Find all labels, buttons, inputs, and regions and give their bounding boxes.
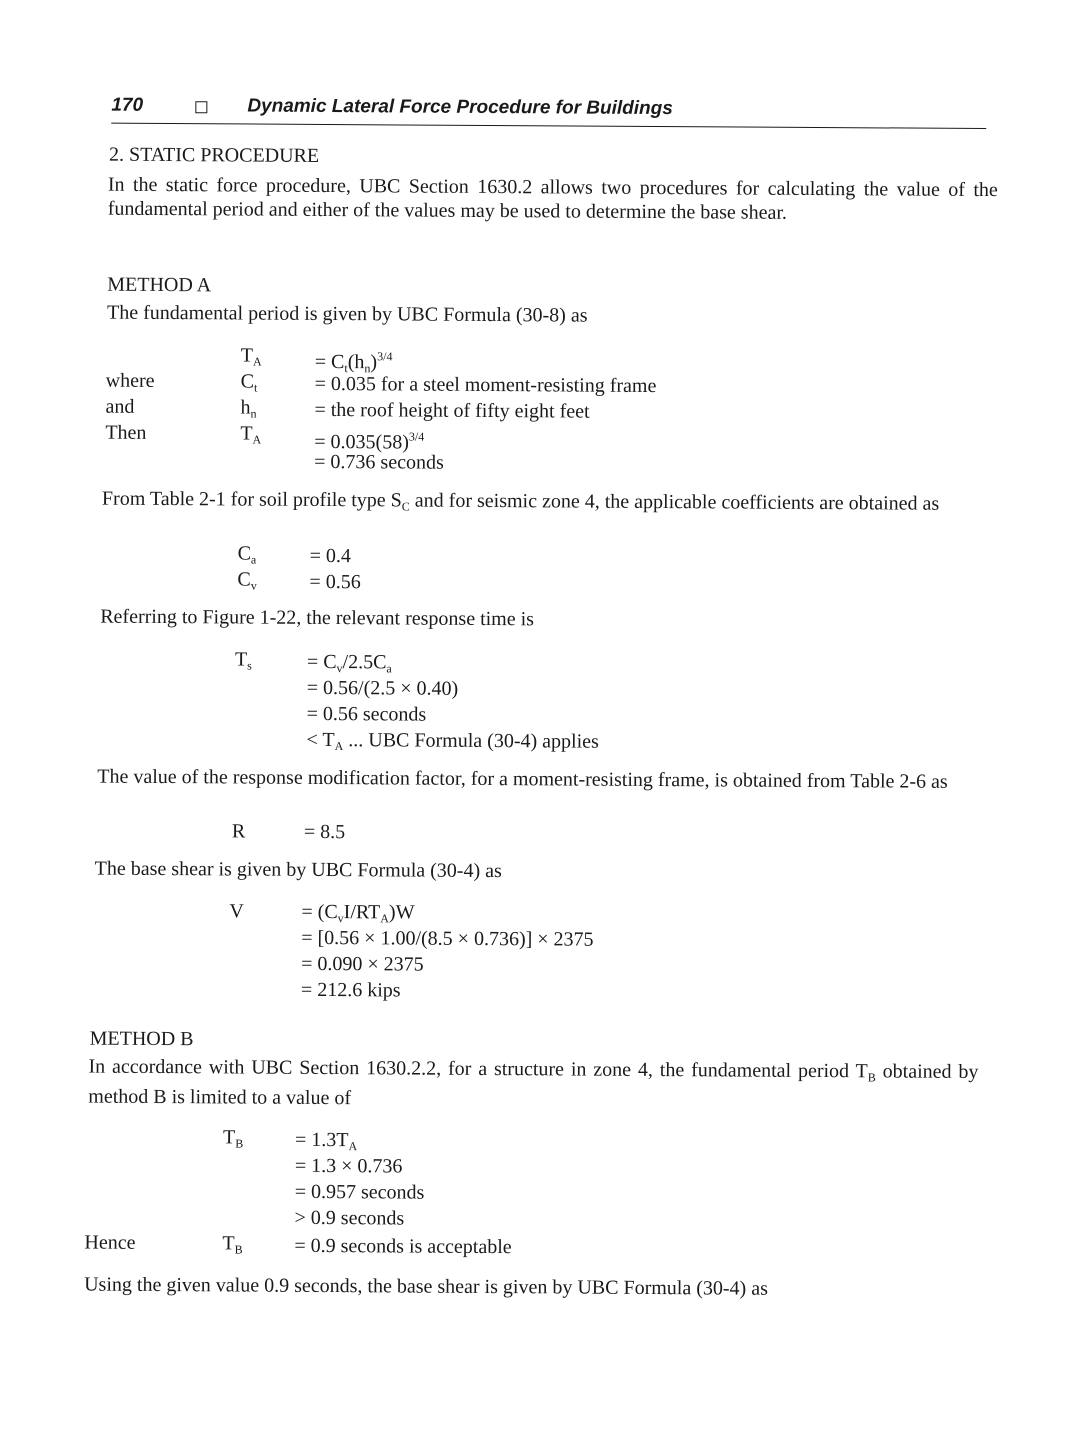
tb-comparison: > 0.9 seconds bbox=[294, 1206, 405, 1230]
ta-symbol: $T_A$ bbox=[240, 344, 262, 369]
method-b-heading: METHOD B bbox=[89, 1027, 194, 1051]
v-paragraph: The base shear is given by UBC Formula (30-4) as bbox=[94, 857, 502, 883]
ts-substitution: = 0.56/(2.5 × 0.40) bbox=[306, 676, 459, 700]
running-header bbox=[111, 95, 986, 129]
ca-symbol: $C_a$ bbox=[237, 542, 257, 567]
section-title: 2. STATIC PROCEDURE bbox=[108, 143, 320, 167]
hn-value: = the roof height of fifty eight feet bbox=[314, 398, 590, 423]
method-b-paragraph: In accordance with UBC Section 1630.2.2, for a structure in zone 4, the fundamental period $T_B$ obtained by method B is limited to a value of bbox=[88, 1055, 979, 1110]
method-a-heading: METHOD A bbox=[107, 273, 212, 297]
and-label: and bbox=[105, 395, 135, 418]
hence-label: Hence bbox=[84, 1231, 136, 1254]
v-intermediate: = 0.090 × 2375 bbox=[301, 952, 424, 976]
ct-symbol: $C_t$ bbox=[240, 370, 258, 395]
tb-substitution: = 1.3 × 0.736 bbox=[294, 1154, 403, 1178]
intro-paragraph: In the static force procedure, UBC Section 1630.2 allows two procedures for calculating the value of the fundamental period and either of the values may be used to determine the base shear. bbox=[107, 173, 998, 224]
figure-paragraph: Referring to Figure 1-22, the relevant response time is bbox=[100, 605, 535, 631]
ts-result: = 0.56 seconds bbox=[306, 702, 427, 726]
v-formula: = $(C_vI/RT_A)W$ bbox=[301, 900, 415, 926]
ct-value: = 0.035 for a steel moment-resisting frame bbox=[314, 372, 657, 398]
method-a-lead: The fundamental period is given by UBC Formula (30-8) as bbox=[107, 301, 588, 327]
v-substitution: = [0.56 × 1.00/(8.5 × 0.736)] × 2375 bbox=[301, 926, 594, 951]
r-value: = 8.5 bbox=[303, 820, 346, 844]
ta-symbol-2: $T_A$ bbox=[240, 422, 262, 447]
header-box-icon bbox=[195, 101, 207, 113]
cv-symbol: $C_v$ bbox=[237, 568, 257, 593]
hn-symbol: $h_n$ bbox=[240, 396, 257, 421]
v-symbol: V bbox=[229, 900, 244, 923]
r-symbol: R bbox=[231, 820, 246, 843]
ta-result: = 0.736 seconds bbox=[314, 450, 444, 474]
ts-formula: = $C_v/2.5C_a$ bbox=[306, 650, 392, 676]
cv-value: = 0.56 bbox=[309, 570, 361, 594]
where-label: where bbox=[105, 369, 155, 392]
page-number: 170 bbox=[111, 94, 144, 116]
closing-paragraph: Using the given value 0.9 seconds, the base shear is given by UBC Formula (30-4) as bbox=[84, 1273, 768, 1300]
tb-symbol: $T_B$ bbox=[222, 1126, 244, 1151]
ta-formula: = $C_t(h_n)^{3/4}$ bbox=[314, 349, 393, 376]
r-paragraph: The value of the response modification factor, for a moment-resisting frame, is obtained from Table 2-6 as bbox=[97, 765, 948, 793]
v-result: = 212.6 kips bbox=[300, 978, 401, 1002]
ts-symbol: $T_s$ bbox=[234, 648, 252, 673]
ts-comparison: < $T_A$ ... UBC Formula (30-4) applies bbox=[306, 728, 599, 754]
ta-substitution: = $0.035(58)^{3/4}$ bbox=[314, 429, 425, 454]
then-label: Then bbox=[105, 421, 147, 444]
tb-formula: = $1.3T_A$ bbox=[294, 1128, 358, 1154]
header-title: Dynamic Lateral Force Procedure for Buildings bbox=[247, 95, 673, 120]
ca-value: = 0.4 bbox=[309, 544, 351, 568]
table-paragraph: From Table 2-1 for soil profile type $S_C$ and for seismic zone 4, the applicable coefficients are obtained as bbox=[101, 487, 940, 515]
tb-result: = 0.957 seconds bbox=[294, 1180, 425, 1204]
tb-acceptable: = 0.9 seconds is acceptable bbox=[294, 1234, 512, 1259]
tb-symbol-2: $T_B$ bbox=[222, 1232, 243, 1257]
